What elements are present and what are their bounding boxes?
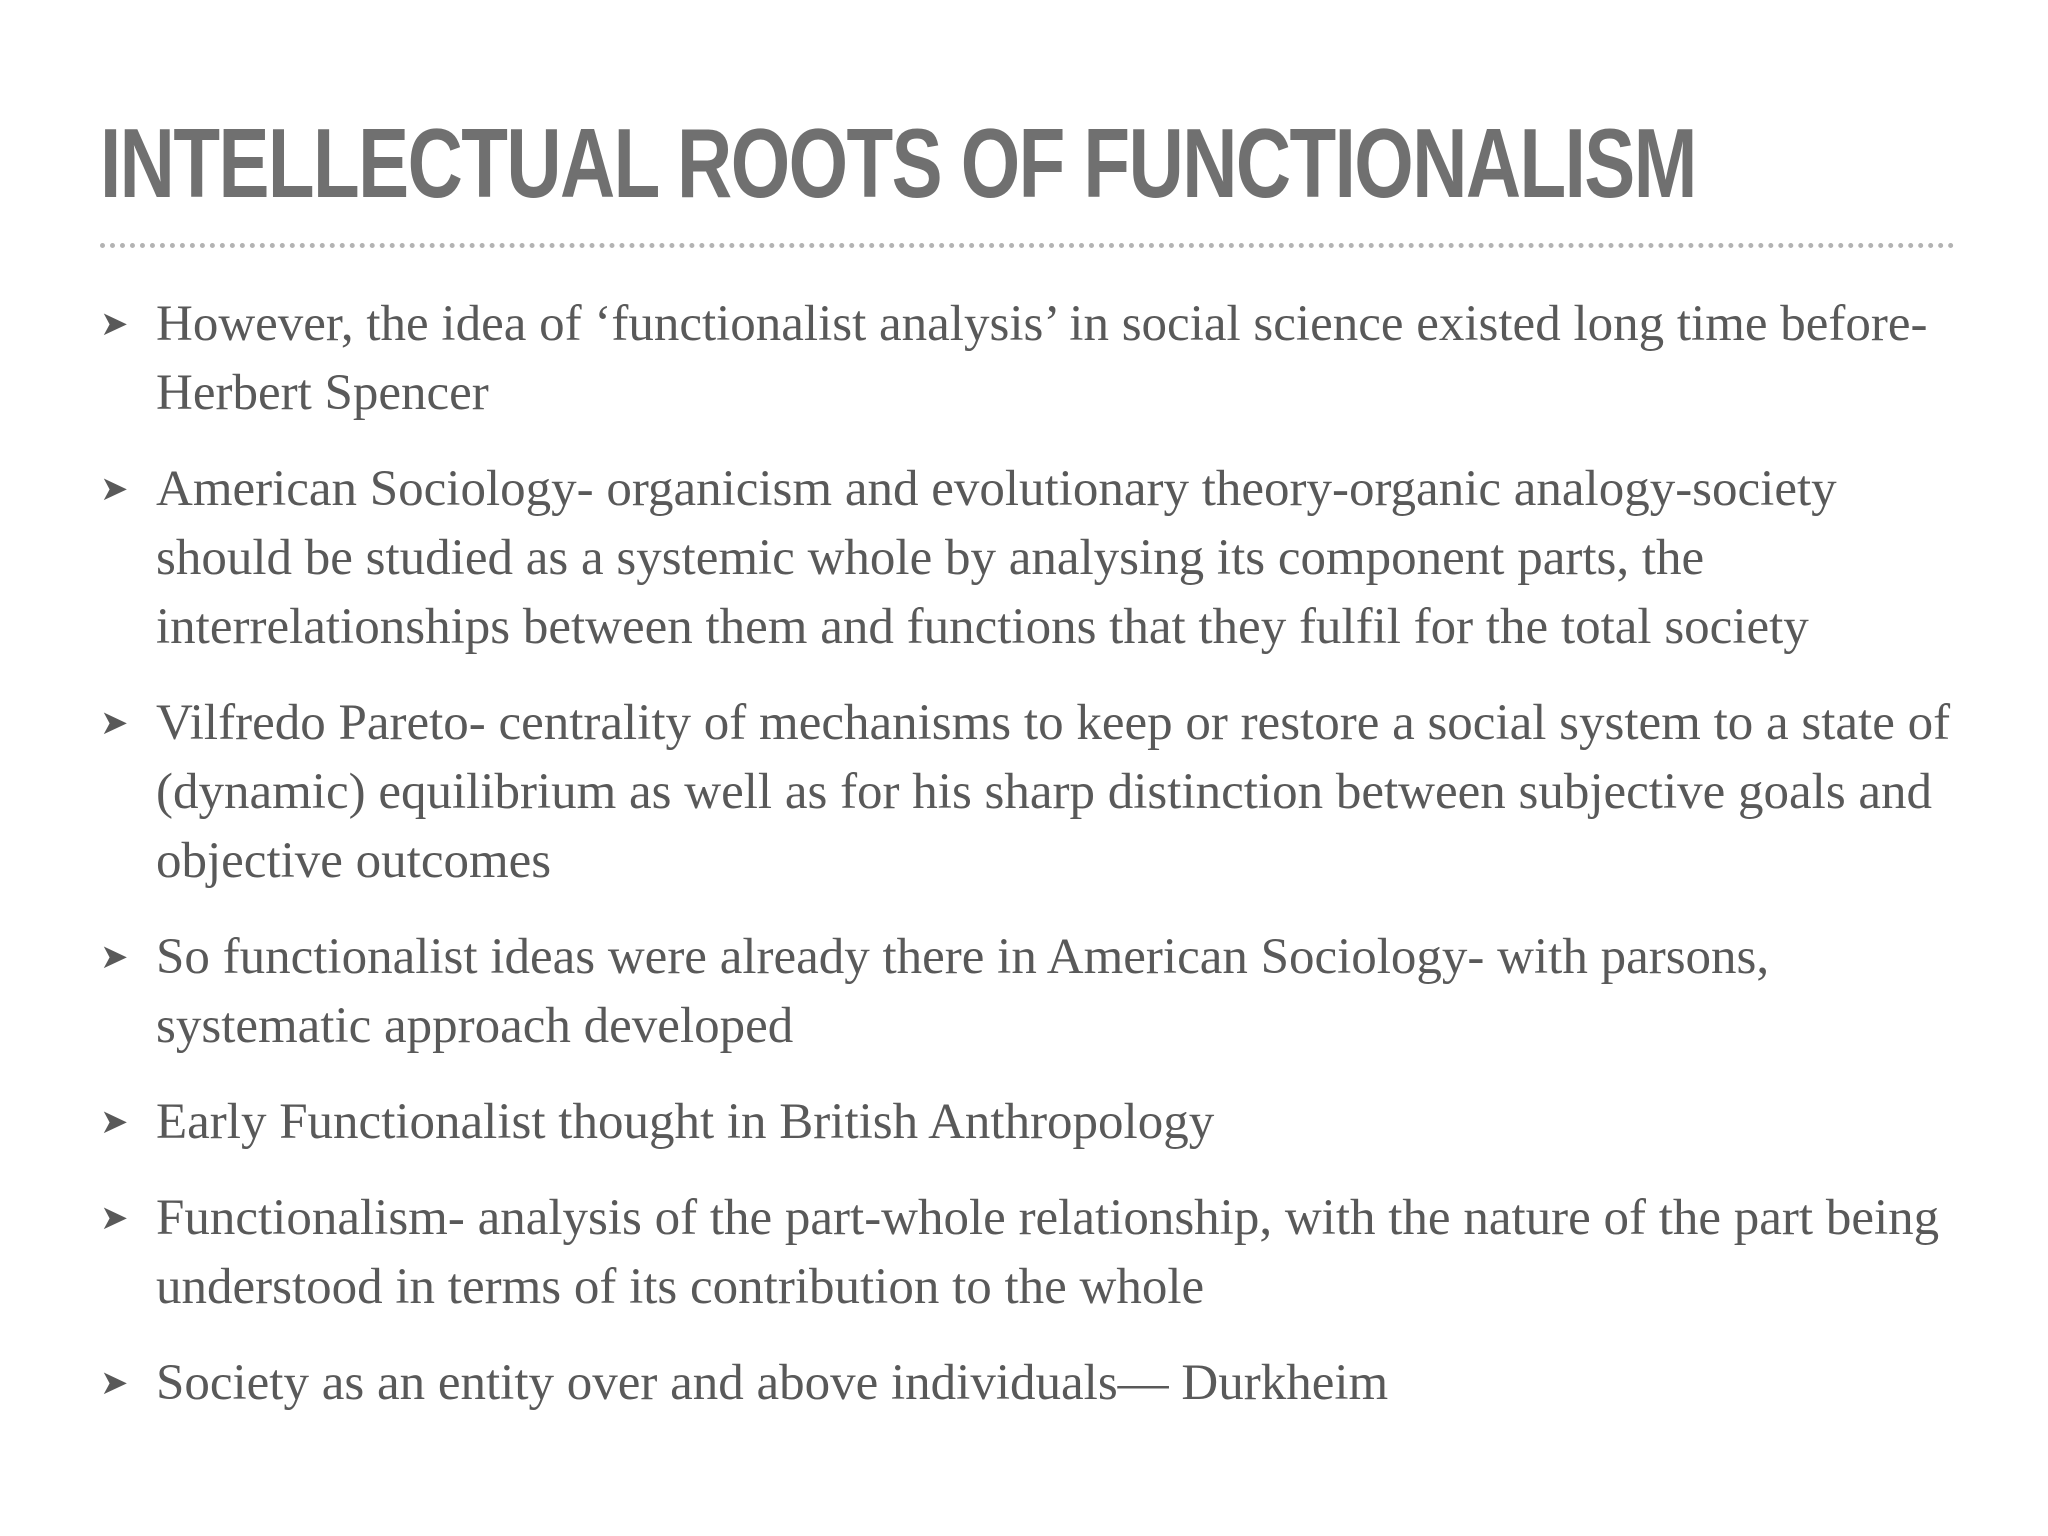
bullet-list — [100, 290, 1980, 1445]
bullet-item — [100, 1349, 1980, 1418]
arrowhead-icon: ➤ — [100, 469, 129, 509]
slide-title: INTELLECTUAL ROOTS OF FUNCTIONALISM — [100, 108, 1696, 218]
bullet-text: However, the idea of ‘functionalist analysis’ in social science existed long time before- Herbert Spencer — [156, 296, 1928, 421]
bullet-text: American Sociology- organicism and evolutionary theory-organic analogy-society should be studied as a systemic whole by analysing its component parts, the interrelationships between them and functions that they fulfil for the total society — [156, 461, 1837, 655]
bullet-text: Functionalism- analysis of the part-whole relationship, with the nature of the part being understood in terms of its contribution to the whole — [156, 1190, 1940, 1315]
bullet-item — [100, 923, 1980, 1061]
bullet-text: Society as an entity over and above individuals— Durkheim — [156, 1355, 1389, 1411]
arrowhead-icon: ➤ — [100, 1198, 129, 1238]
bullet-item — [100, 290, 1980, 428]
arrowhead-icon: ➤ — [100, 1102, 129, 1142]
arrowhead-icon: ➤ — [100, 937, 129, 977]
arrowhead-icon: ➤ — [100, 1363, 129, 1403]
bullet-item — [100, 1088, 1980, 1157]
title-divider — [100, 243, 1955, 248]
bullet-item — [100, 455, 1980, 662]
bullet-text: So functionalist ideas were already there in American Sociology- with parsons, systematic approach developed — [156, 929, 1770, 1054]
bullet-item — [100, 689, 1980, 896]
bullet-text: Vilfredo Pareto- centrality of mechanisms to keep or restore a social system to a state of (dynamic) equilibrium as well as for his sharp distinction between subjective goals and objective outcomes — [156, 695, 1951, 889]
arrowhead-icon: ➤ — [100, 703, 129, 743]
bullet-item — [100, 1184, 1980, 1322]
bullet-text: Early Functionalist thought in British Anthropology — [156, 1094, 1215, 1150]
arrowhead-icon: ➤ — [100, 304, 129, 344]
